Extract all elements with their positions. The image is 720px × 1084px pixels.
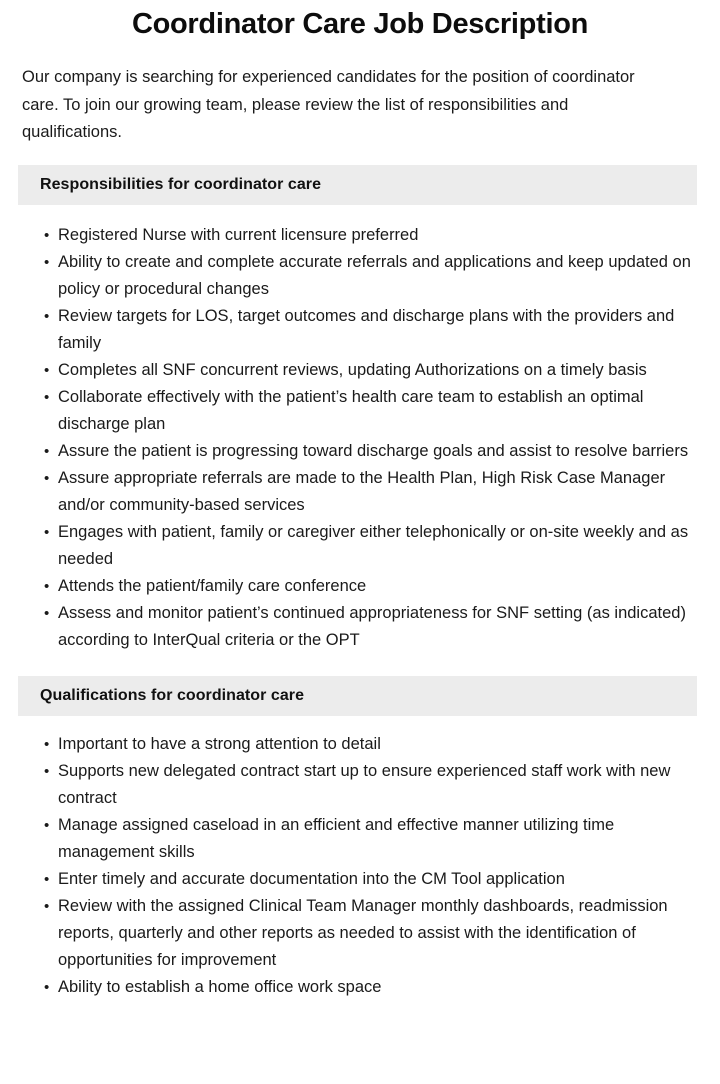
list-item xyxy=(44,465,698,519)
section-responsibilities xyxy=(0,165,720,654)
list-item xyxy=(44,438,698,465)
bullet-icon: • xyxy=(44,442,50,460)
list-item-text: Important to have a strong attention to detail xyxy=(58,734,381,753)
list-item-text: Review with the assigned Clinical Team Manager monthly dashboards, readmission reports, quarterly and other reports as needed to assist with the identification of opportunities for improvement xyxy=(58,896,668,969)
list-item xyxy=(44,866,698,893)
bullet-icon: • xyxy=(44,307,50,325)
bullet-icon: • xyxy=(44,388,50,406)
list-item-text: Collaborate effectively with the patient’s health care team to establish an optimal discharge plan xyxy=(58,387,644,433)
section-heading-label: Responsibilities for coordinator care xyxy=(40,175,322,193)
list-item-text: Ability to establish a home office work space xyxy=(58,977,382,996)
bullet-icon: • xyxy=(44,523,50,541)
bullet-icon: • xyxy=(44,577,50,595)
section-heading-label: Qualifications for coordinator care xyxy=(40,686,305,704)
bottom-spacer xyxy=(0,1001,720,1031)
list-item-text: Assess and monitor patient’s continued appropriateness for SNF setting (as indicated) according to InterQual criteria or the OPT xyxy=(58,603,686,649)
section-header-responsibilities xyxy=(18,165,697,205)
section-header-qualifications xyxy=(18,676,697,716)
list-item-text: Completes all SNF concurrent reviews, updating Authorizations on a timely basis xyxy=(58,360,647,379)
list-item-text: Review targets for LOS, target outcomes and discharge plans with the providers and family xyxy=(58,306,675,352)
list-item-text: Engages with patient, family or caregiver either telephonically or on-site weekly and as needed xyxy=(58,522,689,568)
list-item xyxy=(44,249,698,303)
list-item xyxy=(44,357,698,384)
list-item xyxy=(44,222,698,249)
list-item xyxy=(44,519,698,573)
section-qualifications xyxy=(0,676,720,1001)
list-item xyxy=(44,600,698,654)
bullet-icon: • xyxy=(44,253,50,271)
list-item xyxy=(44,758,698,812)
bullet-icon: • xyxy=(44,735,50,753)
bullet-icon: • xyxy=(44,762,50,780)
responsibilities-list xyxy=(0,205,720,654)
list-item-text: Assure appropriate referrals are made to the Health Plan, High Risk Case Manager and/or community-based services xyxy=(58,468,666,514)
bullet-icon: • xyxy=(44,870,50,888)
bullet-icon: • xyxy=(44,226,50,244)
list-item-text: Supports new delegated contract start up to ensure experienced staff work with new contract xyxy=(58,761,671,807)
list-item xyxy=(44,893,698,974)
list-item-text: Attends the patient/family care conference xyxy=(58,576,367,595)
intro-paragraph: Our company is searching for experienced candidates for the position of coordinator care. To join our growing team, please review the list of responsibilities and qualifications. xyxy=(22,68,635,141)
bullet-icon: • xyxy=(44,469,50,487)
list-item xyxy=(44,384,698,438)
bullet-icon: • xyxy=(44,816,50,834)
list-item xyxy=(44,974,698,1001)
list-item xyxy=(44,573,698,600)
list-item-text: Registered Nurse with current licensure preferred xyxy=(58,225,419,244)
list-item xyxy=(44,731,698,758)
page-title: Coordinator Care Job Description xyxy=(131,8,589,40)
list-item xyxy=(44,303,698,357)
list-item xyxy=(44,812,698,866)
list-item-text: Enter timely and accurate documentation into the CM Tool application xyxy=(58,869,565,888)
qualifications-list xyxy=(0,716,720,1001)
bullet-icon: • xyxy=(44,361,50,379)
bullet-icon: • xyxy=(44,604,50,622)
list-item-text: Ability to create and complete accurate referrals and applications and keep updated on policy or procedural changes xyxy=(58,252,691,298)
list-item-text: Assure the patient is progressing toward discharge goals and assist to resolve barriers xyxy=(58,441,689,460)
bullet-icon: • xyxy=(44,978,50,996)
bullet-icon: • xyxy=(44,897,50,915)
list-item-text: Manage assigned caseload in an efficient and effective manner utilizing time management skills xyxy=(58,815,615,861)
